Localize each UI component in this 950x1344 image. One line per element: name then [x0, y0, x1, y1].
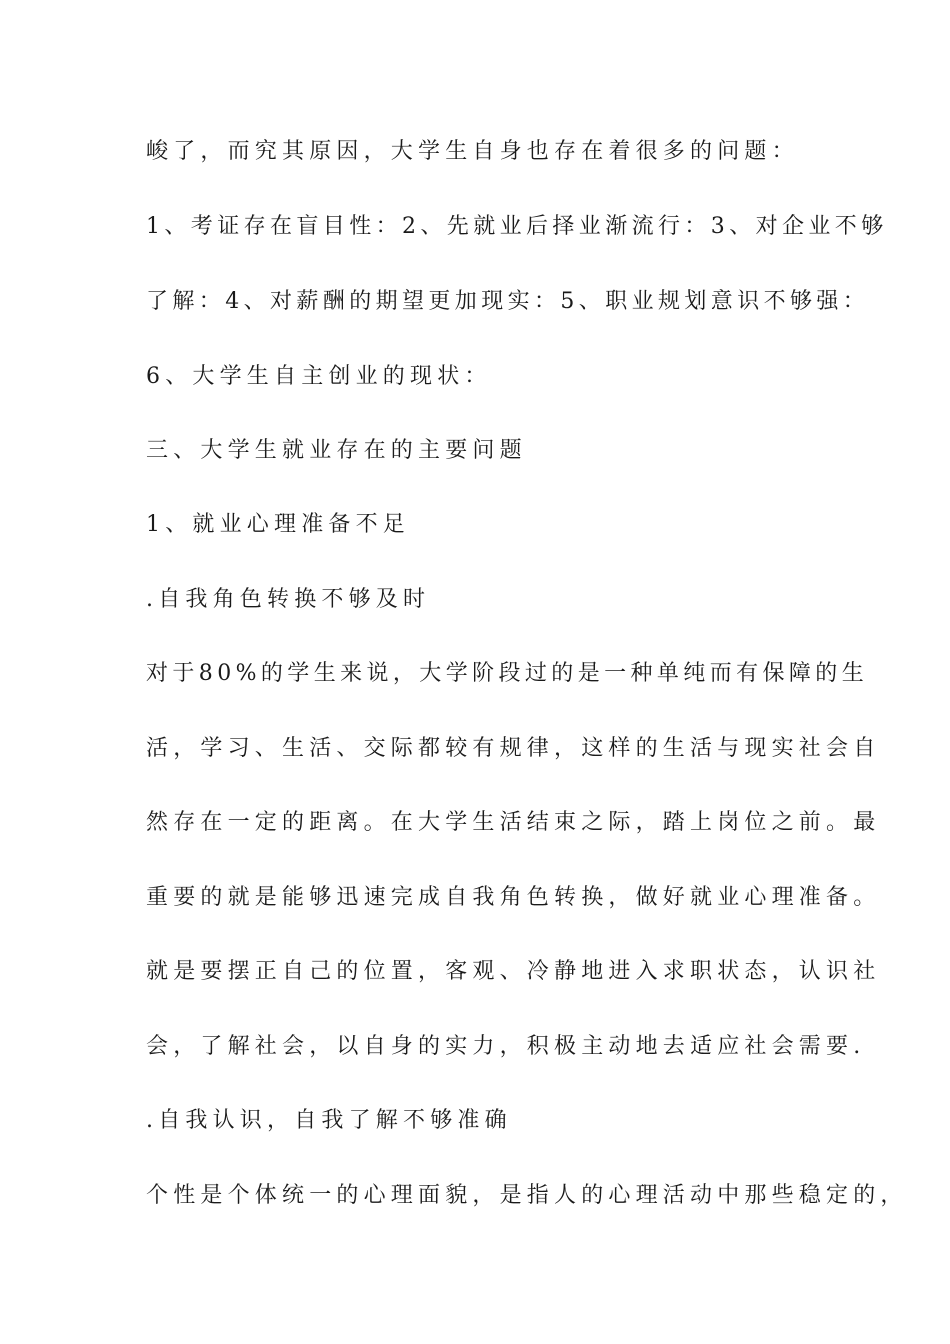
paragraph-line: 个性是个体统一的心理面貌，是指人的心理活动中那些稳定的， — [146, 1183, 908, 1208]
paragraph-line: 就是要摆正自己的位置，客观、冷静地进入求职状态，认识社 — [146, 959, 881, 984]
section-heading: 三、大学生就业存在的主要问题 — [146, 438, 527, 463]
paragraph-line: 然存在一定的距离。在大学生活结束之际，踏上岗位之前。最 — [146, 810, 881, 835]
paragraph-line: 峻了，而究其原因，大学生自身也存在着很多的问题： — [146, 139, 799, 164]
paragraph-line: 了解：4、对薪酬的期望更加现实：5、职业规划意识不够强： — [146, 289, 870, 314]
paragraph-line: 1、考证存在盲目性：2、先就业后择业渐流行：3、对企业不够 — [146, 214, 888, 239]
paragraph-line: 活，学习、生活、交际都较有规律，这样的生活与现实社会自 — [146, 736, 881, 761]
subsection-heading: 1、就业心理准备不足 — [146, 512, 410, 537]
paragraph-line: 重要的就是能够迅速完成自我角色转换，做好就业心理准备。 — [146, 885, 881, 910]
paragraph-line: 会，了解社会，以自身的实力，积极主动地去适应社会需要. — [146, 1034, 866, 1059]
point-heading: .自我角色转换不够及时 — [146, 587, 431, 612]
paragraph-line: 对于80%的学生来说，大学阶段过的是一种单纯而有保障的生 — [146, 661, 869, 686]
list-item-line: 6、大学生自主创业的现状： — [146, 364, 492, 389]
point-heading: .自我认识，自我了解不够准确 — [146, 1108, 512, 1133]
